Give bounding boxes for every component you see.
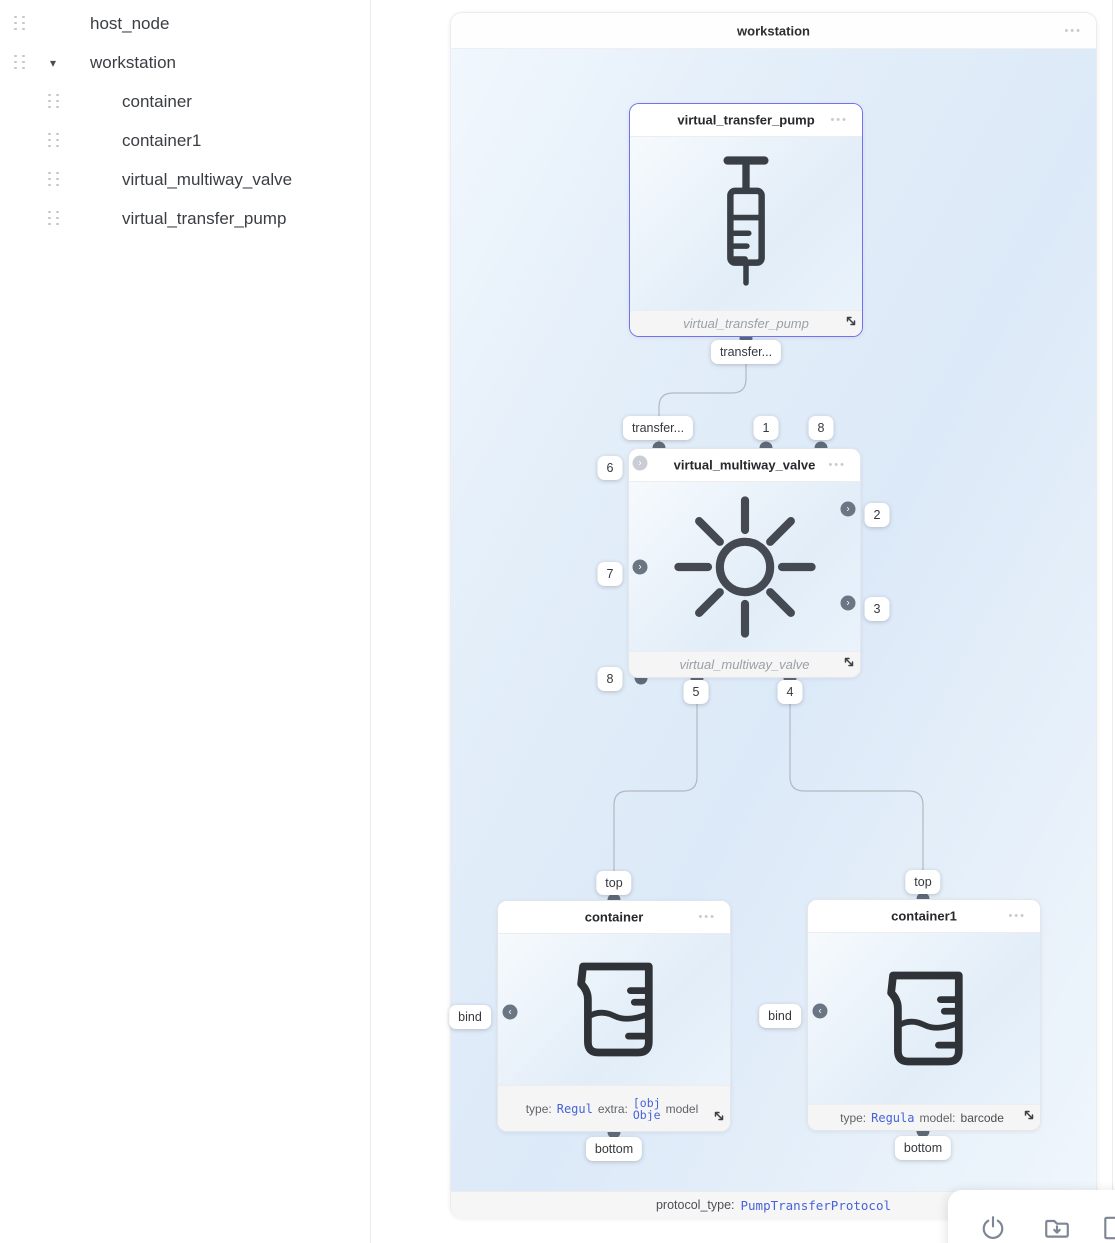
tree-item-container1[interactable]	[0, 121, 370, 160]
protocol-type-value: PumpTransferProtocol	[740, 1197, 892, 1213]
workstation-group-node[interactable]	[450, 12, 1097, 1218]
protocol-type-label: protocol_type:	[655, 1198, 735, 1212]
port-label-valve-1: 1	[754, 416, 779, 440]
handle-chevron-right-icon[interactable]: ›	[633, 560, 648, 575]
node-title: virtual_multiway_valve	[673, 457, 816, 473]
port-label-valve-4: 4	[778, 680, 803, 704]
tree-item-label: virtual_transfer_pump	[122, 208, 287, 228]
more-menu-icon[interactable]: •••	[1064, 24, 1082, 37]
edge-valve5-to-container-top	[614, 682, 697, 897]
node-footer	[808, 1104, 1040, 1130]
node-header[interactable]	[498, 901, 730, 934]
tree-item-workstation[interactable]	[0, 43, 370, 82]
handle-chevron-right-icon[interactable]: ›	[633, 456, 648, 471]
tree-item-label: container1	[122, 130, 202, 150]
field-label: extra:	[597, 1101, 628, 1116]
caret-down-icon[interactable]: ▾	[50, 55, 57, 70]
edge-valve4-to-container1-top	[790, 682, 923, 896]
node-footer	[629, 651, 860, 677]
port-label-valve-8-top: 8	[809, 416, 834, 440]
field-value: Regula	[871, 1110, 915, 1125]
node-title: virtual_transfer_pump	[677, 112, 815, 128]
syringe-icon	[700, 149, 792, 299]
tree-item-container[interactable]	[0, 82, 370, 121]
folder-download-icon	[1043, 1214, 1071, 1242]
field-label: type:	[525, 1101, 552, 1116]
node-caption: virtual_transfer_pump	[683, 316, 809, 331]
drag-handle-icon[interactable]	[14, 55, 26, 71]
tree-item-host-node[interactable]	[0, 4, 370, 43]
port-label-container1-top: top	[905, 870, 940, 894]
node-body	[498, 934, 730, 1085]
port-label-valve-transfer: transfer...	[623, 416, 693, 440]
more-menu-icon[interactable]: •••	[1008, 910, 1026, 922]
node-title: container	[584, 909, 644, 925]
port-label-valve-7: 7	[598, 562, 623, 586]
tree-sidebar	[0, 0, 371, 1243]
tree-item-label: workstation	[90, 52, 176, 72]
field-value: Regul	[556, 1101, 593, 1116]
more-menu-icon[interactable]: •••	[830, 114, 848, 126]
drag-handle-icon[interactable]	[48, 94, 60, 110]
node-body	[808, 933, 1040, 1104]
node-body	[629, 482, 860, 651]
multiway-valve-icon	[671, 493, 819, 641]
more-menu-icon[interactable]: •••	[698, 911, 716, 923]
export-button[interactable]	[1101, 1214, 1115, 1242]
node-virtual-multiway-valve[interactable]	[628, 448, 861, 678]
node-caption: virtual_multiway_valve	[679, 657, 810, 672]
port-label-valve-8-bottom: 8	[598, 667, 623, 691]
node-footer	[630, 310, 862, 336]
more-menu-icon[interactable]: •••	[828, 459, 846, 471]
field-label: type:	[840, 1110, 867, 1125]
workstation-header[interactable]	[451, 13, 1096, 49]
node-virtual-transfer-pump[interactable]	[629, 103, 863, 337]
tree-item-label: container	[122, 91, 192, 111]
port-label-valve-2: 2	[865, 503, 890, 527]
port-label-container-top: top	[596, 871, 631, 895]
port-label-container-bottom: bottom	[586, 1137, 642, 1161]
port-label-valve-6: 6	[598, 456, 623, 480]
node-header[interactable]	[629, 449, 860, 482]
node-body	[630, 137, 862, 310]
field-value: [obj Obje	[632, 1096, 661, 1121]
resize-handle-icon[interactable]	[843, 655, 855, 673]
handle-chevron-left-icon[interactable]: ‹	[503, 1005, 518, 1020]
folder-download-button[interactable]	[1043, 1214, 1071, 1242]
drag-handle-icon[interactable]	[48, 211, 60, 227]
port-label-valve-5: 5	[684, 680, 709, 704]
node-title: container1	[891, 908, 957, 924]
tree-item-label: virtual_multiway_valve	[122, 169, 293, 189]
port-label-valve-3: 3	[865, 597, 890, 621]
beaker-icon	[866, 961, 982, 1077]
port-label-container-bind: bind	[449, 1005, 491, 1029]
drag-handle-icon[interactable]	[14, 16, 26, 32]
tree-item-virtual-transfer-pump[interactable]	[0, 199, 370, 238]
handle-chevron-right-icon[interactable]: ›	[841, 502, 856, 517]
node-container[interactable]	[497, 900, 731, 1132]
port-label-pump-transfer: transfer...	[711, 340, 781, 364]
tree-item-virtual-multiway-valve[interactable]	[0, 160, 370, 199]
power-icon	[979, 1214, 1007, 1242]
field-label: model	[665, 1101, 699, 1116]
port-label-container1-bind: bind	[759, 1004, 801, 1028]
node-header[interactable]	[630, 104, 862, 137]
handle-chevron-left-icon[interactable]: ‹	[813, 1004, 828, 1019]
field-label: model:	[919, 1110, 956, 1125]
graph-canvas[interactable]	[451, 49, 1096, 1191]
field-value: barcode	[960, 1110, 1004, 1125]
beaker-icon	[556, 952, 672, 1068]
node-header[interactable]	[808, 900, 1040, 933]
drag-handle-icon[interactable]	[48, 133, 60, 149]
handle-chevron-right-icon[interactable]: ›	[841, 596, 856, 611]
canvas-toolbar	[948, 1190, 1115, 1243]
drag-handle-icon[interactable]	[48, 172, 60, 188]
tree-item-label: host_node	[90, 13, 170, 33]
port-label-container1-bottom: bottom	[895, 1136, 951, 1160]
resize-handle-icon[interactable]	[1023, 1108, 1035, 1126]
scroll-gutter	[1112, 0, 1113, 1243]
node-footer	[498, 1085, 730, 1131]
workstation-title: workstation	[737, 23, 810, 38]
file-icon	[1101, 1214, 1115, 1242]
power-button[interactable]	[979, 1214, 1007, 1242]
resize-handle-icon[interactable]	[845, 314, 857, 332]
resize-handle-icon[interactable]	[713, 1109, 725, 1127]
node-container1[interactable]	[807, 899, 1041, 1131]
